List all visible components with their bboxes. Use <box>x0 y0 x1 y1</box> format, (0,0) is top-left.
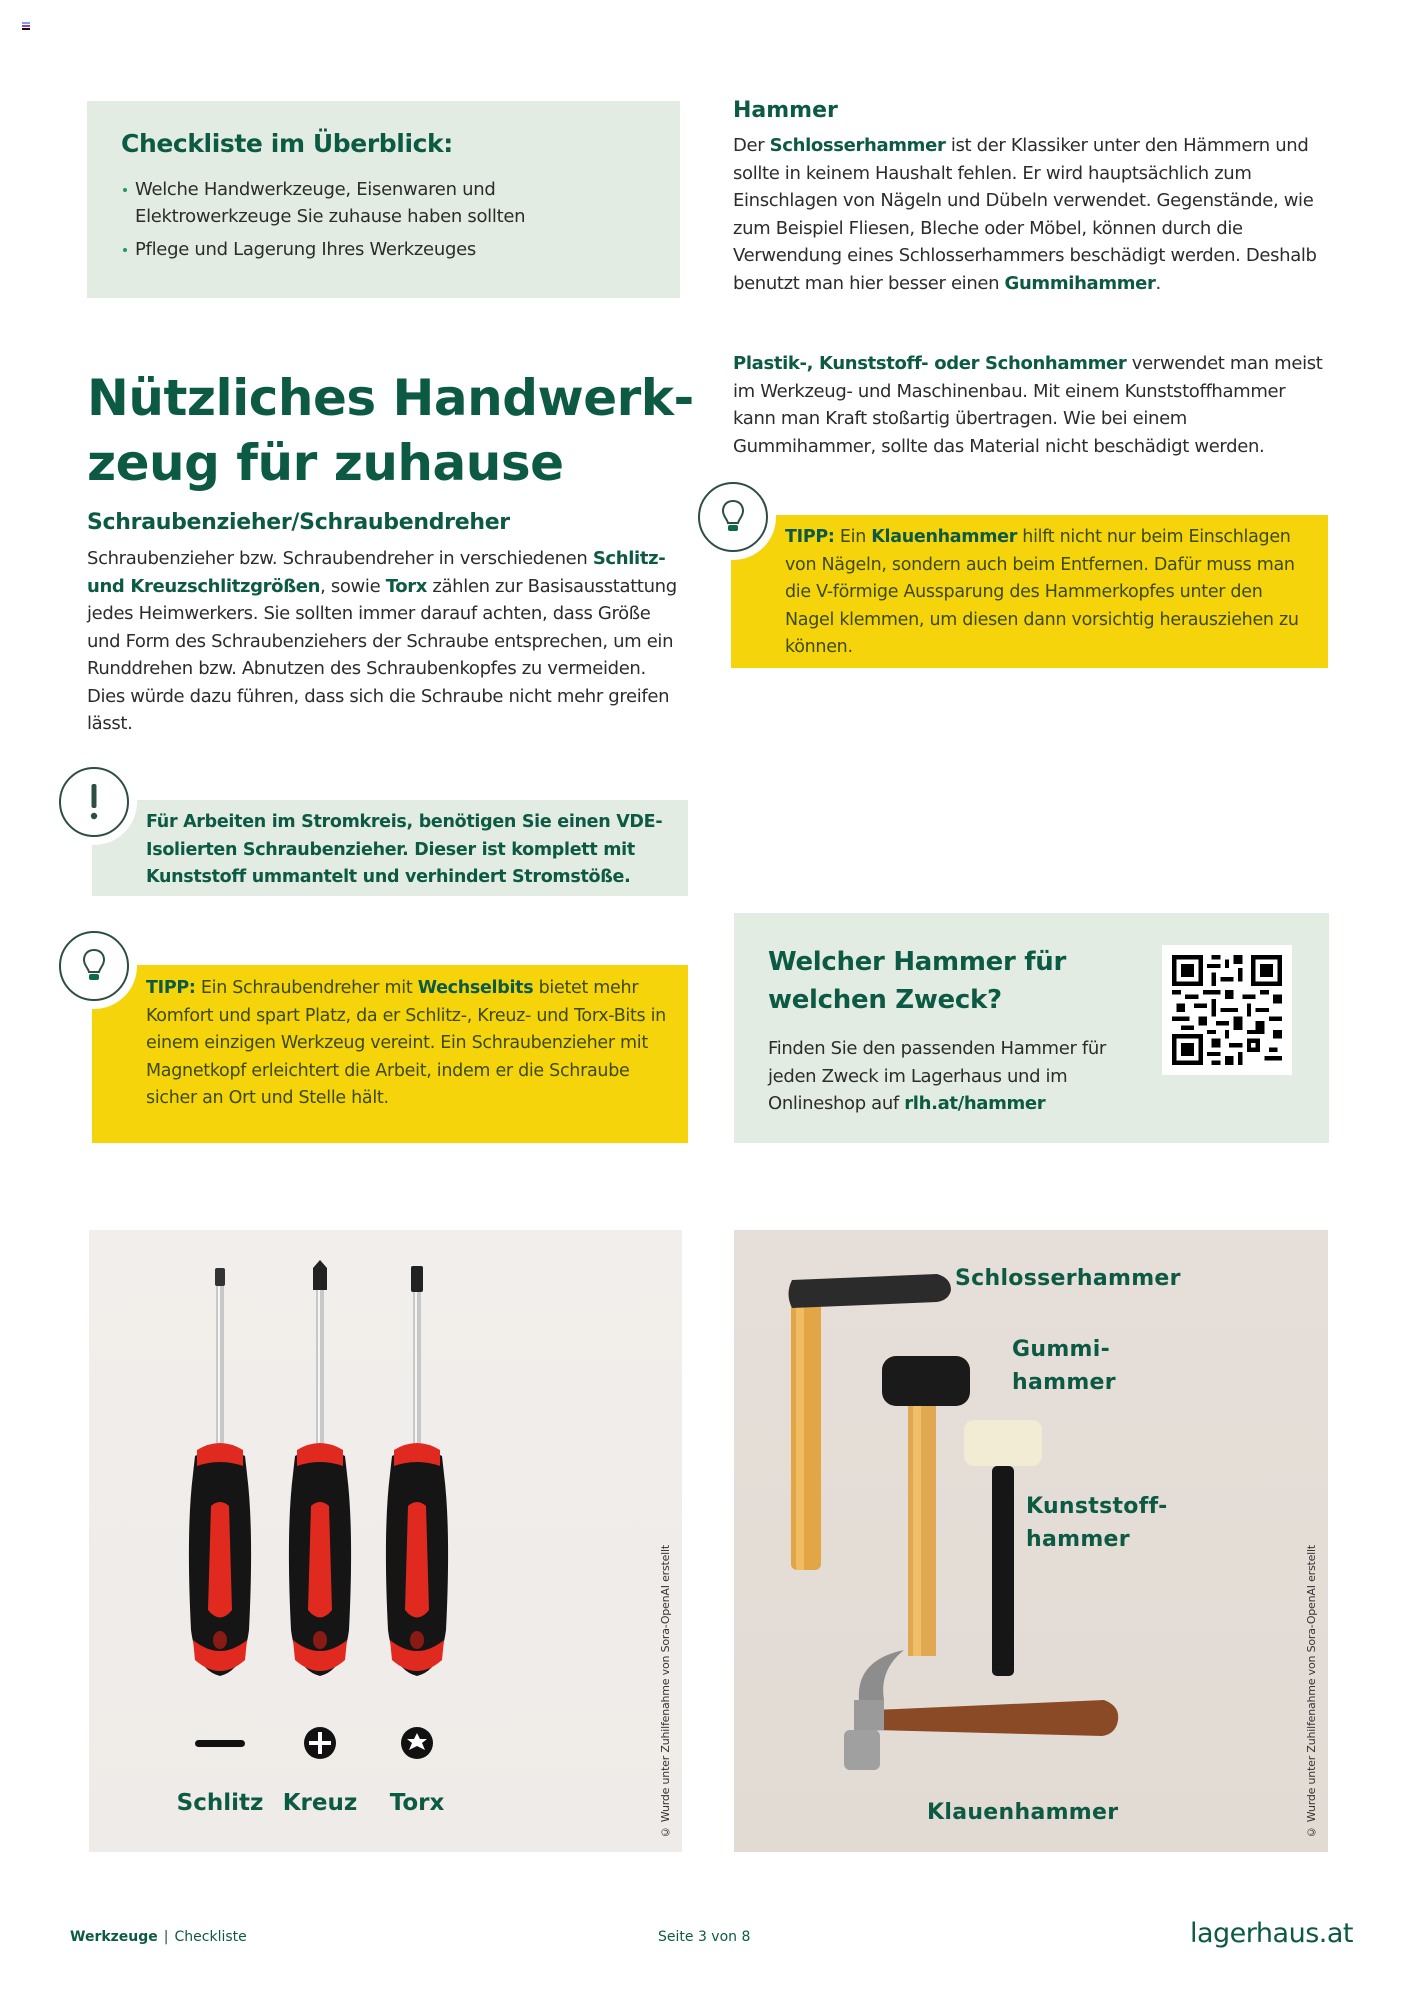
label-gummihammer: Gummi- hammer <box>1012 1337 1116 1395</box>
screwdriver-heading: Schraubenzieher/Schraubendreher <box>87 510 510 535</box>
gummihammer <box>882 1356 970 1656</box>
hammer-heading: Hammer <box>733 98 838 123</box>
checklist-item: Pflege und Lagerung Ihres Werkzeuges <box>121 236 646 263</box>
footer-breadcrumb <box>70 1929 247 1945</box>
label-kunststoffhammer: Kunststoff- hammer <box>1026 1494 1168 1552</box>
checklist-box <box>87 101 680 298</box>
screwdriver-photo <box>89 1230 682 1852</box>
label-kreuz: Kreuz <box>282 1790 358 1816</box>
lightbulb-icon <box>698 482 768 552</box>
screwdriver-paragraph: Schraubenzieher bzw. Schraubendreher in verschiedenen Schlitz- und Kreuzschlitzgrößen, sowie Torx zählen zur Basisausstattung jedes Heimwerkers. Sie sollten immer darauf achten, dass Größe und Form des Schraubenziehers der Schraube entsprechen, um ein Runddrehen bzw. Abnutzen des Schraubenkopfes zu vermeiden. Dies würde dazu führen, dass sich die Schraube nicht mehr greifen lässt. <box>87 548 677 734</box>
klauenhammer <box>844 1650 1118 1770</box>
label-schlosserhammer: Schlosserhammer <box>955 1266 1181 1291</box>
screwdriver-illustration <box>89 1230 682 1852</box>
checklist-title: Checkliste im Überblick: <box>121 129 453 158</box>
screwdriver-slotted <box>189 1268 251 1676</box>
screwdriver-torx <box>386 1266 448 1676</box>
page-title: Nützliches Handwerk-zeug für zuhause <box>87 369 694 492</box>
promo-text: Finden Sie den passenden Hammer für jeden Zweck im Lagerhaus und im Onlineshop auf rlh.at/hammer <box>768 1038 1106 1114</box>
exclamation-icon <box>59 767 129 837</box>
brand-logo[interactable]: lagerhaus.at <box>1190 1918 1353 1949</box>
cross-symbol-icon <box>304 1727 336 1759</box>
lightbulb-icon <box>59 931 129 1001</box>
warning-callout: Für Arbeiten im Stromkreis, benötigen Sie einen VDE-Isolierten Schraubenzieher. Dieser ist komplett mit Kunststoff ummantelt und verhindert Stromstöße. <box>92 800 688 896</box>
hammer-paragraph-1: Der Schlosserhammer ist der Klassiker unter den Hämmern und sollte in keinem Haushalt fehlen. Er wird hauptsächlich zum Einschlagen von Nägeln und Dübeln verwendet. Gegenstände, wie zum Beispiel Fliesen, Bleche oder Möbel, können durch die Verwendung eines Schlosserhammers beschädigt werden. Deshalb benutzt man hier besser einen Gummihammer. <box>733 135 1317 294</box>
hammer-paragraph-2: Plastik-, Kunststoff- oder Schonhammer verwendet man meist im Werkzeug- und Maschinenbau. Mit einem Kunststoffhammer kann man Kraft stoßartig übertragen. Wie bei einem Gummihammer, sollte das Material nicht beschädigt werden. <box>733 353 1323 457</box>
promo-title: Welcher Hammer für welchen Zweck? <box>768 947 1066 1015</box>
checklist-item: Welche Handwerkzeuge, Eisenwaren und Elektrowerkzeuge Sie zuhause haben sollten <box>121 176 646 230</box>
photo-credit: © Wurde unter Zuhilfenahme von Sora-OpenAI erstellt <box>659 1544 672 1838</box>
footer-section: Werkzeuge <box>70 1929 158 1945</box>
screwdriver-phillips <box>289 1260 351 1676</box>
label-torx: Torx <box>389 1790 445 1816</box>
torx-symbol-icon <box>401 1727 433 1759</box>
label-klauenhammer: Klauenhammer <box>927 1800 1119 1825</box>
slot-symbol-icon <box>195 1740 245 1747</box>
footer-subsection: Checkliste <box>174 1929 247 1945</box>
qr-code-icon[interactable] <box>1162 945 1292 1075</box>
footer-separator: | <box>163 1929 169 1945</box>
tip-callout-hammer: TIPP: Ein Klauenhammer hilft nicht nur beim Einschlagen von Nägeln, sondern auch beim Entfernen. Dafür muss man die V-förmige Aussparung des Hammerkopfes unter den Nagel klemmen, um diesen dann vorsichtig herausziehen zu können. <box>731 515 1328 668</box>
label-schlitz: Schlitz <box>176 1790 264 1816</box>
page-number: Seite 3 von 8 <box>658 1929 751 1945</box>
photo-credit: © Wurde unter Zuhilfenahme von Sora-OpenAI erstellt <box>1305 1544 1318 1838</box>
tip-callout-screwdriver: TIPP: Ein Schraubendreher mit Wechselbits bietet mehr Komfort und spart Platz, da er Schlitz-, Kreuz- und Torx-Bits in einem einzigen Werkzeug vereint. Ein Schraubenzieher mit Magnetkopf erleichtert die Arbeit, indem er die Schraube sicher an Ort und Stelle hält. <box>92 965 688 1143</box>
checklist-list <box>121 176 646 263</box>
corner-artifact <box>22 22 30 31</box>
hammer-photo <box>734 1230 1328 1852</box>
promo-link[interactable]: rlh.at/hammer <box>904 1093 1046 1114</box>
